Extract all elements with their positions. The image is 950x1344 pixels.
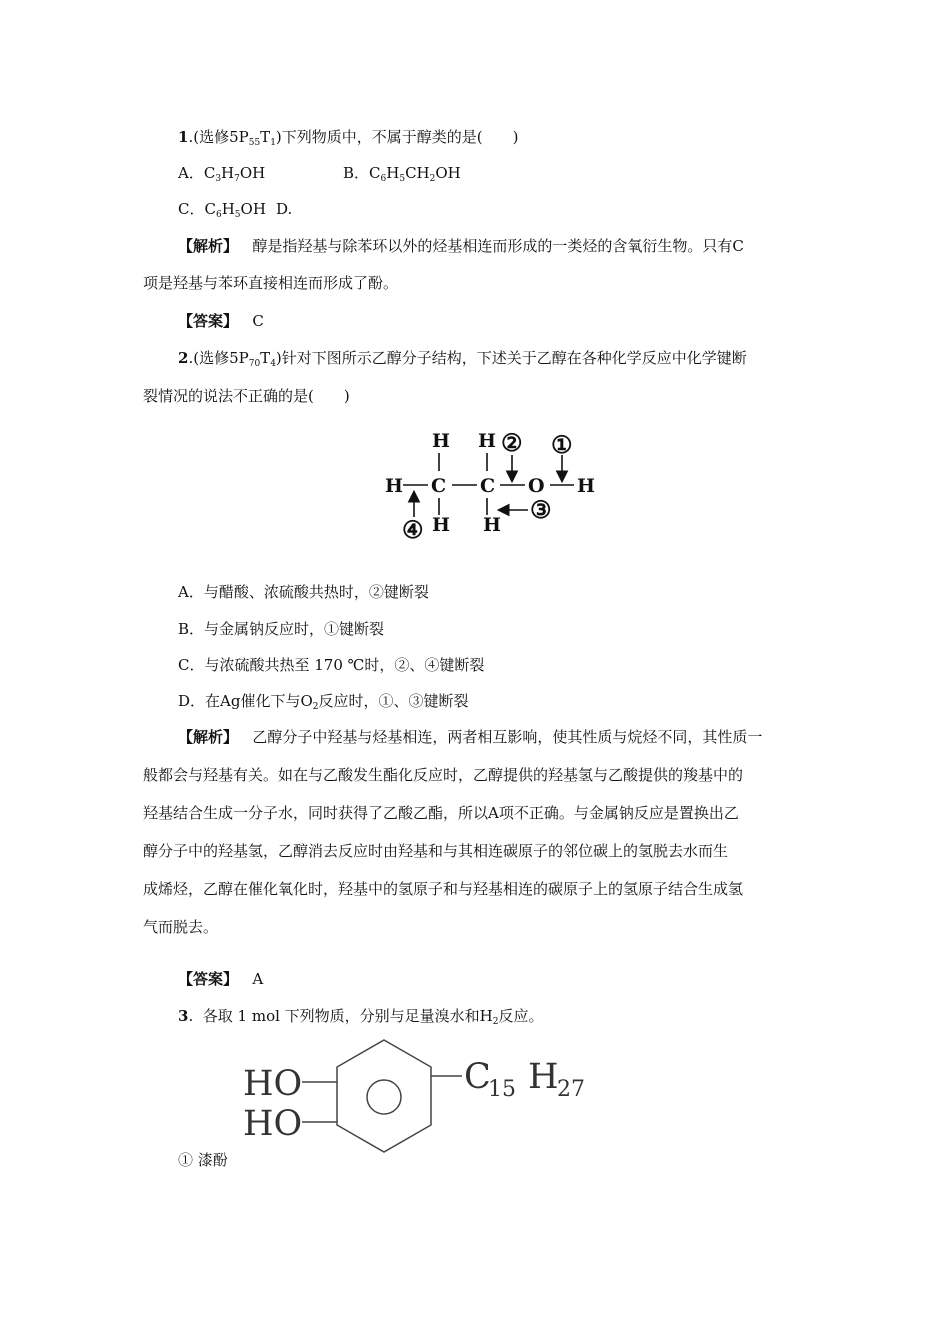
benzene-inner-circle bbox=[367, 1080, 401, 1114]
q3-number: 3 bbox=[178, 1007, 189, 1025]
marker-3: ③ bbox=[530, 495, 552, 524]
q1-option-b: B．$C_6H_5CH_2OH$ bbox=[343, 164, 461, 184]
marker-1: ① bbox=[551, 430, 573, 459]
q2-option-b: B．与金属钠反应时，①键断裂 bbox=[178, 620, 385, 638]
q3-compound-label: ① 漆酚 bbox=[178, 1151, 228, 1169]
q2-analysis-line3: 羟基结合生成一分子水，同时获得了乙酸乙酯，所以A项不正确。与金属钠反应是置换出乙 bbox=[143, 804, 739, 822]
chain-c-sub: 15 bbox=[488, 1077, 516, 1102]
atom-h-bottom-right: H bbox=[483, 514, 501, 536]
q1-option-c: C．$C_6H_5OH$ bbox=[178, 200, 266, 220]
q1-answer bbox=[178, 311, 264, 331]
q1-option-a: A．$C_3H_7OH$ bbox=[178, 164, 266, 184]
marker-4: ④ bbox=[402, 515, 424, 544]
atom-h-top-left: H bbox=[432, 430, 450, 452]
q2-stem-line2: 裂情况的说法不正确的是( ) bbox=[143, 387, 350, 405]
q2-answer bbox=[178, 969, 263, 989]
chain-h-sub: 27 bbox=[557, 1077, 585, 1102]
q1-stem: 1.(选修$5P_{55}T_1$)下列物质中，不属于醇类的是( ) bbox=[178, 128, 519, 148]
atom-h-right: H bbox=[577, 475, 595, 497]
q2-analysis-line4: 醇分子中的羟基氢，乙醇消去反应时由羟基和与其相连碳原子的邻位碳上的氢脱去水而生 bbox=[143, 842, 729, 860]
ho-top: HO bbox=[243, 1064, 303, 1104]
atom-c1: C bbox=[431, 475, 447, 497]
atom-c2: C bbox=[480, 475, 496, 497]
q2-option-c: C．与浓硫酸共热至 170 ℃时，②、④键断裂 bbox=[178, 656, 485, 674]
q2-analysis-line5: 成烯烃，乙醇在催化氧化时，羟基中的氢原子和与羟基相连的碳原子上的氢原子结合生成氢 bbox=[143, 880, 744, 898]
answer-tag: 【答案】 bbox=[178, 970, 239, 988]
answer-value: C bbox=[252, 312, 264, 330]
answer-value: A bbox=[252, 970, 264, 988]
atom-h-top-right: H bbox=[478, 430, 496, 452]
analysis-tag: 【解析】 bbox=[178, 728, 239, 746]
analysis-tag: 【解析】 bbox=[178, 237, 239, 255]
q2-analysis-line2: 般都会与羟基有关。如在与乙酸发生酯化反应时，乙醇提供的羟基氢与乙酸提供的羧基中的 bbox=[143, 766, 744, 784]
chain-c: C bbox=[464, 1057, 491, 1097]
q1-analysis-line2: 项是羟基与苯环直接相连而形成了酚。 bbox=[143, 274, 399, 292]
benzene-ring bbox=[337, 1040, 431, 1152]
ethanol-structure-diagram bbox=[0, 425, 950, 545]
q2-number: 2 bbox=[178, 349, 189, 367]
chain-h: H bbox=[528, 1057, 559, 1097]
q3-stem: 3. 各取 1 mol 下列物质，分别与足量溴水和$H_2$反应。 bbox=[178, 1007, 544, 1027]
q2-stem-line1: 2.(选修$5P_{70}T_4$)针对下图所示乙醇分子结构，下述关于乙醇在各种化学反应中化学键断 bbox=[178, 349, 747, 369]
q1-option-d: D. bbox=[276, 200, 293, 218]
q1-number: 1 bbox=[178, 128, 189, 146]
atom-h-bottom-left: H bbox=[432, 514, 450, 536]
q2-option-a: A．与醋酸、浓硫酸共热时，②键断裂 bbox=[178, 583, 429, 601]
q2-analysis-line6: 气而脱去。 bbox=[143, 918, 219, 936]
q2-option-d: D．在Ag催化下与$O_2$反应时，①、③键断裂 bbox=[178, 692, 469, 712]
atom-h-left: H bbox=[385, 475, 403, 497]
urushiol-structure-diagram bbox=[0, 1035, 950, 1165]
answer-tag: 【答案】 bbox=[178, 312, 239, 330]
atom-o: O bbox=[528, 475, 545, 497]
marker-2: ② bbox=[501, 428, 523, 457]
q2-analysis-line1: 【解析】 乙醇分子中羟基与烃基相连，两者相互影响，使其性质与烷烃不同，其性质一 bbox=[178, 728, 763, 746]
ho-bottom: HO bbox=[243, 1104, 303, 1144]
q1-analysis-line1: 【解析】 醇是指羟基与除苯环以外的烃基相连而形成的一类烃的含氧衍生物。只有C bbox=[178, 237, 744, 255]
